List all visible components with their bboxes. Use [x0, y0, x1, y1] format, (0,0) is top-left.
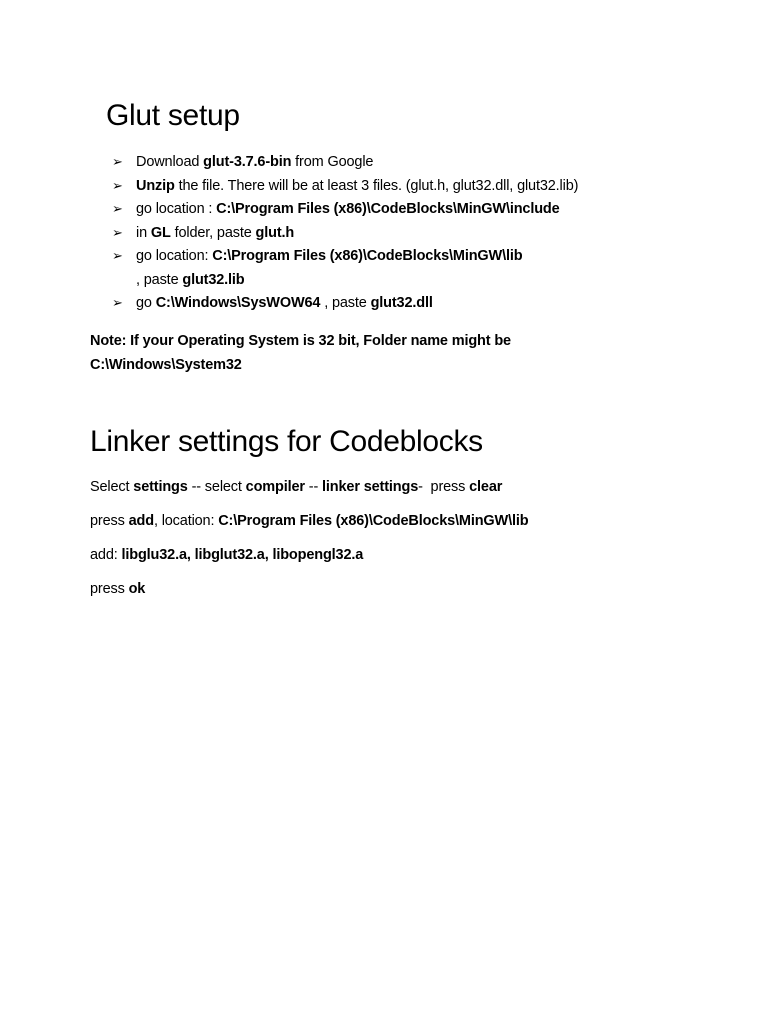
step-text-part: in: [136, 224, 151, 241]
para-text-bold: compiler: [245, 479, 305, 495]
step-text-part: from Google: [291, 154, 374, 170]
step-text-part: Download: [136, 154, 204, 170]
step-text-part: go location :: [136, 201, 217, 217]
note-line: C:\Windows\System32: [90, 357, 242, 373]
para-text-part: press: [90, 513, 129, 529]
step-text-part: folder, paste: [170, 224, 256, 241]
linker-step-paragraph: [90, 579, 145, 599]
step-text-bold: glut32.dll: [370, 295, 433, 311]
arrow-bullet-icon: ➢: [112, 225, 123, 241]
para-text-part: --: [304, 479, 323, 495]
step-text-part: , paste: [136, 271, 183, 288]
para-text-part: - press: [418, 479, 470, 495]
step-text-bold: glut-3.7.6-bin: [203, 154, 292, 170]
para-text-bold: settings: [133, 479, 188, 495]
step-text-bold: GL: [150, 224, 171, 241]
para-text-part: add:: [90, 547, 122, 563]
step-text: [136, 154, 373, 170]
para-text-bold: linker settings: [322, 479, 419, 495]
note-line: Note: If your Operating System is 32 bit, Folder name might be: [90, 333, 511, 349]
linker-step-paragraph: [90, 477, 502, 497]
list-item: [112, 245, 578, 292]
arrow-bullet-icon: ➢: [112, 249, 123, 264]
linker-step-paragraph: [90, 511, 528, 531]
arrow-bullet-icon: ➢: [112, 178, 123, 194]
para-text-bold: add: [128, 513, 154, 529]
para-text-part: , location:: [153, 513, 219, 529]
list-item: [112, 292, 578, 316]
step-text-bold: C:\Windows\SysWOW64: [155, 295, 321, 311]
step-text-bold: C:\Program Files (x86)\CodeBlocks\MinGW\include: [216, 201, 560, 217]
step-text: [136, 225, 294, 241]
step-text-bold: Unzip: [136, 177, 175, 194]
step-text-part: , paste: [320, 295, 371, 311]
step-text-part: the file. There will be at least 3 files. (glut.h, glut32.dll, glut32.lib): [174, 177, 579, 194]
para-text-bold: ok: [128, 581, 146, 597]
step-text-part: go location:: [136, 248, 213, 264]
step-text-bold: glut32.lib: [182, 271, 245, 288]
list-item: [112, 175, 578, 199]
arrow-bullet-icon: ➢: [112, 296, 123, 311]
para-text-part: Select: [90, 479, 134, 495]
arrow-bullet-icon: ➢: [112, 155, 123, 170]
step-text-bold: glut.h: [255, 224, 295, 241]
step-text-part: go: [136, 295, 156, 311]
arrow-bullet-icon: ➢: [112, 202, 123, 217]
step-text: [136, 178, 578, 194]
list-item: [112, 198, 578, 222]
para-text-bold: clear: [469, 479, 503, 495]
step-text-bold: C:\Program Files (x86)\CodeBlocks\MinGW\lib: [212, 248, 523, 264]
linker-settings-heading: Linker settings for Codeblocks: [90, 425, 483, 458]
glut-steps-list: [112, 151, 578, 316]
para-text-part: press: [90, 581, 129, 597]
linker-step-paragraph: [90, 545, 363, 565]
list-item: [112, 151, 578, 175]
para-text-bold: C:\Program Files (x86)\CodeBlocks\MinGW\lib: [218, 513, 529, 529]
step-text: [136, 248, 522, 288]
para-text-part: -- select: [187, 479, 246, 495]
glut-setup-heading: Glut setup: [106, 99, 240, 132]
os-note: [90, 329, 511, 377]
list-item: [112, 222, 578, 246]
step-text: [136, 295, 433, 311]
para-text-bold: libglu32.a, libglut32.a, libopengl32.a: [121, 547, 364, 563]
step-text: [136, 201, 560, 217]
